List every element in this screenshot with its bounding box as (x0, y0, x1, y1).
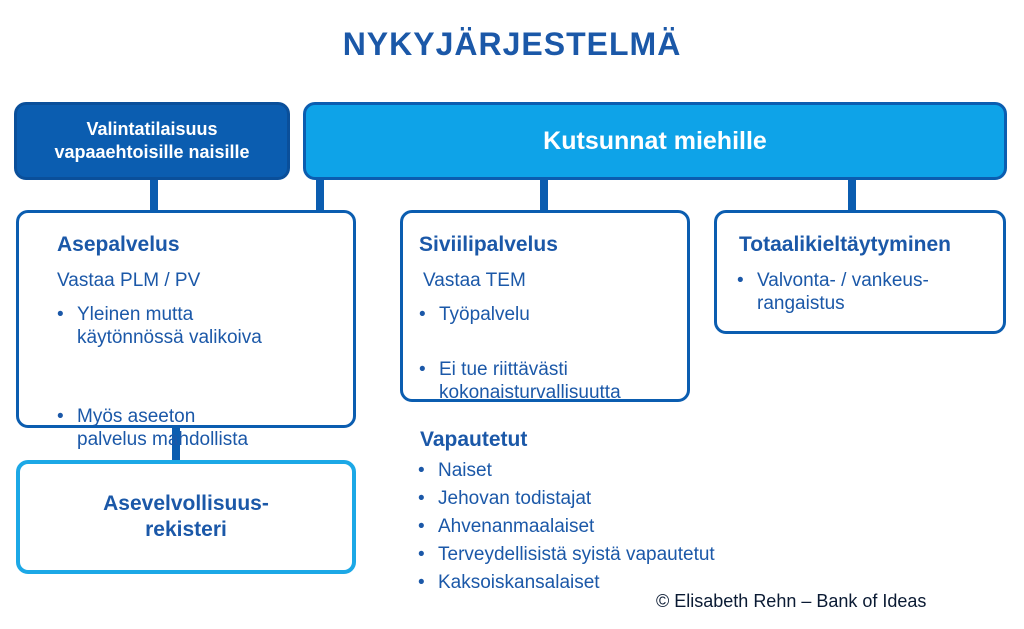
register-box (16, 460, 356, 574)
exempted-item: • Kaksoiskansalaiset (416, 569, 715, 597)
totaali-bullet (735, 269, 1021, 315)
siviilipalvelus-bullet-2-line-1: • Ei tue riittävästi (439, 359, 568, 380)
credit-text: © Elisabeth Rehn – Bank of Ideas (656, 591, 927, 611)
siviilipalvelus-bullet (417, 303, 701, 326)
totaali-box (714, 210, 1006, 334)
calls-label: Kutsunnat miehille (543, 126, 767, 155)
connector-calls-siviilipalvelus (540, 178, 548, 212)
totaali-bullet-1-line-1: • Valvonta- / vankeus- (757, 270, 929, 291)
siviilipalvelus-bullet (417, 358, 701, 404)
connector-calls-totaali (848, 178, 856, 212)
exempted-item: • Terveydellisistä syistä vapautetut (416, 541, 715, 569)
asepalvelus-bullet-1-line-2: käytönnössä valikoiva (77, 327, 262, 348)
register-line-2: rekisteri (145, 518, 227, 541)
siviilipalvelus-subtitle: Vastaa TEM (423, 270, 526, 291)
voluntary-women-box (14, 102, 290, 180)
asepalvelus-bullet-1-line-1: • Yleinen mutta (77, 304, 194, 325)
asepalvelus-bullet (55, 303, 389, 349)
register-line-1: Asevelvollisuus- (103, 492, 269, 515)
siviilipalvelus-bullet-2-line-2: kokonaisturvallisuutta (439, 382, 621, 403)
asepalvelus-bullet (55, 405, 389, 451)
exempted-item: • Jehovan todistajat (416, 485, 715, 513)
voluntary-line-2: vapaaehtoisille naisille (54, 142, 250, 162)
exempted-list (416, 457, 715, 597)
exempted-item: • Naiset (416, 457, 715, 485)
totaali-bullet-1-line-2: rangaistus (757, 293, 845, 314)
siviilipalvelus-heading: Siviilipalvelus (419, 233, 558, 256)
asepalvelus-heading: Asepalvelus (57, 233, 180, 256)
siviilipalvelus-bullet-1-line-1: • Työpalvelu (439, 304, 530, 325)
voluntary-line-1: Valintatilaisuus (86, 119, 218, 139)
siviilipalvelus-box (400, 210, 690, 402)
connector-calls-asepalvelus (316, 178, 324, 212)
exempted-item: • Ahvenanmaalaiset (416, 513, 715, 541)
totaali-heading: Totaalikieltäytyminen (739, 233, 952, 256)
exempted-heading: Vapautetut (420, 428, 528, 451)
page-title: NYKYJÄRJESTELMÄ (342, 26, 682, 62)
asepalvelus-subtitle: Vastaa PLM / PV (57, 270, 201, 291)
connector-voluntary-asepalvelus (150, 178, 158, 212)
asepalvelus-box (16, 210, 356, 450)
calls-men-box (303, 102, 1007, 180)
asepalvelus-bullet-2-line-1: • Myös aseeton (77, 406, 196, 427)
asepalvelus-bullet-2-line-2: palvelus mahdollista (77, 429, 249, 450)
